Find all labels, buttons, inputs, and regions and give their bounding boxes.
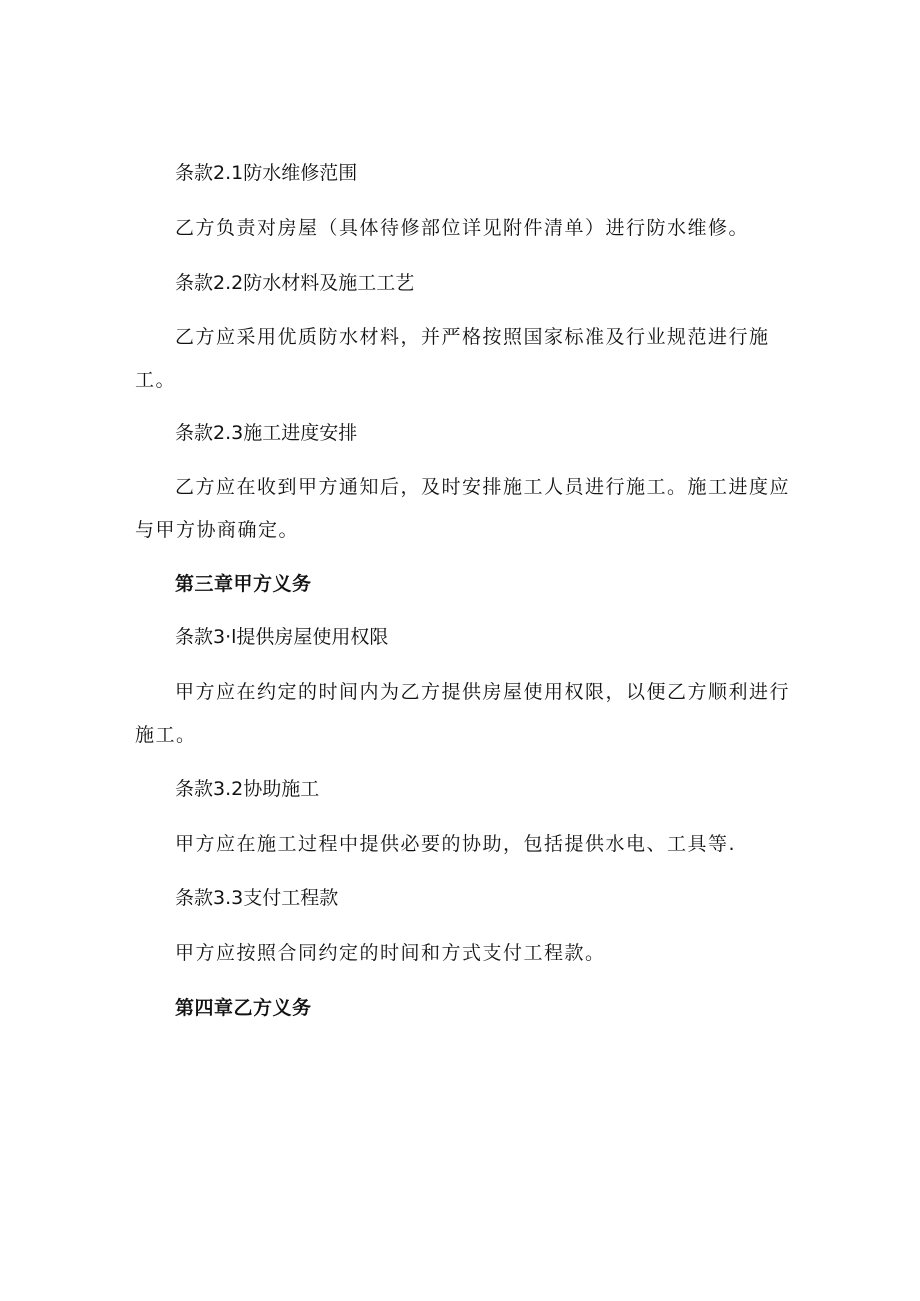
clause-3-3-body: 甲方应按照合同约定的时间和方式支付工程款。 — [175, 942, 606, 964]
clause-2-1-title: 条款2.1防水维修范围 — [175, 162, 358, 184]
clause-2-3-body-line1: 乙方应在收到甲方通知后，及时安排施工人员进行施工。施工进度应 — [175, 476, 791, 498]
clause-3-2-title: 条款3.2协助施工 — [175, 778, 320, 800]
clause-3-3-title: 条款3.3支付工程款 — [175, 887, 339, 909]
chapter-3-title: 第三章甲方义务 — [175, 573, 312, 595]
clause-2-2-body-line1: 乙方应采用优质防水材料，并严格按照国家标准及行业规范进行施 — [175, 326, 770, 348]
clause-2-3-title: 条款2.3施工进度安排 — [175, 422, 358, 444]
clause-3-1-body-line2: 施工。 — [135, 724, 197, 746]
clause-2-2-title: 条款2.2防水材料及施工工艺 — [175, 272, 415, 294]
clause-3-1-body-line1: 甲方应在约定的时间内为乙方提供房屋使用权限，以便乙方顺利进行 — [175, 681, 791, 703]
clause-2-1-body: 乙方负责对房屋（具体待修部位详见附件清单）进行防水维修。 — [175, 217, 750, 239]
chapter-4-title: 第四章乙方义务 — [175, 997, 312, 1019]
clause-3-1-title: 条款3·l提供房屋使用权限 — [175, 626, 389, 648]
clause-3-2-body: 甲方应在施工过程中提供必要的协助，包括提供水电、工具等. — [175, 833, 737, 855]
clause-2-3-body-line2: 与甲方协商确定。 — [135, 519, 300, 541]
clause-2-2-body-line2: 工。 — [135, 369, 177, 391]
